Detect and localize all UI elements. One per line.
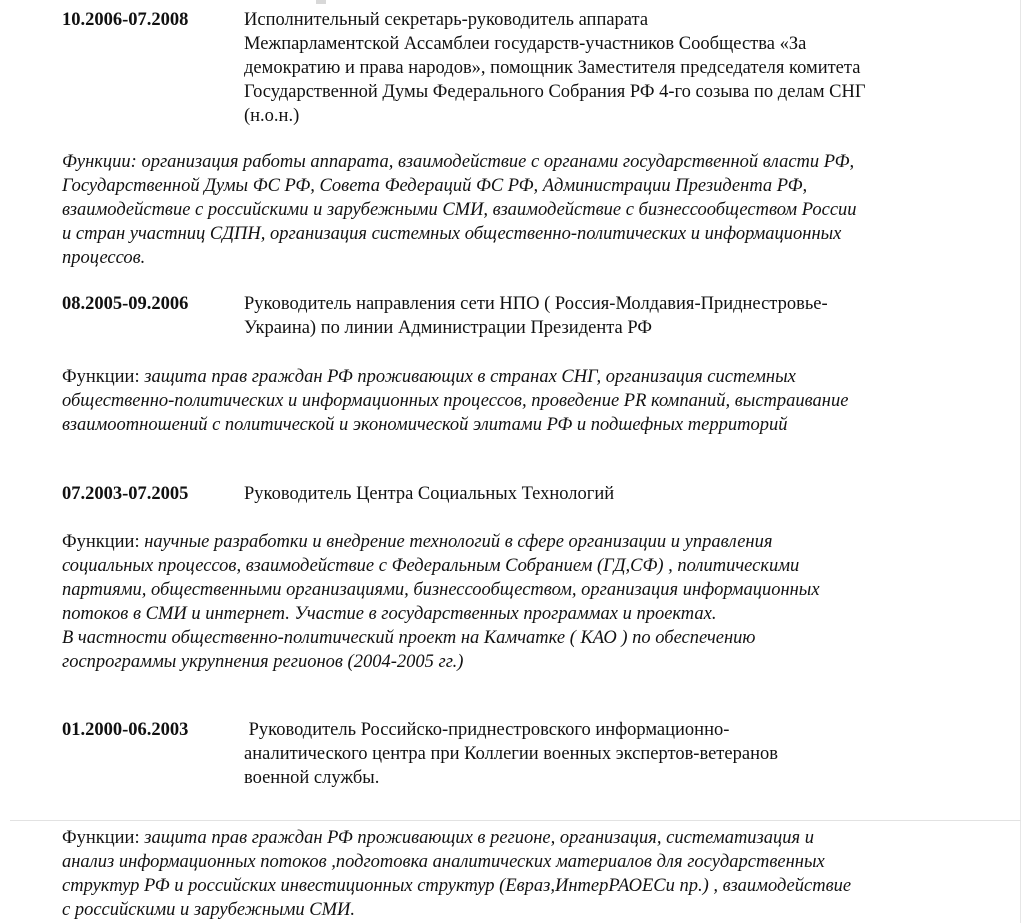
functions-line: госпрограммы укрупнения регионов (2004-2005 гг.) xyxy=(62,652,464,672)
job-title xyxy=(244,718,964,790)
functions-line: взаимодействие с российскими и зарубежными СМИ, взаимодействие с бизнессообществом России xyxy=(62,200,857,220)
functions-line: Государственной Думы ФС РФ, Совета Федераций ФС РФ, Администрации Президента РФ, xyxy=(62,176,808,196)
job-title-line: Государственной Думы Федерального Собрания РФ 4-го созыва по делам СНГ xyxy=(244,82,866,102)
functions-line: социальных процессов, взаимодействие с Федеральным Собранием (ГД,СФ) , политическими xyxy=(62,556,800,576)
functions-line: Функции: организация работы аппарата, взаимодействие с органами государственной власти РФ, xyxy=(62,152,855,172)
functions-line: В частности общественно-политический проект на Камчатке ( КАО ) по обеспечению xyxy=(62,628,756,648)
job-functions-4 xyxy=(62,826,962,922)
job-title-line: Руководитель Центра Социальных Технологий xyxy=(244,484,615,504)
job-functions-1 xyxy=(62,150,962,270)
job-title-line: Межпарламентской Ассамблеи государств-участников Сообщества «За xyxy=(244,34,807,54)
job-title-line: Руководитель Российско-приднестровского информационно- xyxy=(244,720,730,740)
job-title-line: демократию и права народов», помощник Заместителя председателя комитета xyxy=(244,58,861,78)
job-functions-2 xyxy=(62,365,962,437)
functions-line: потоков в СМИ и интернет. Участие в государственных программах и проектах. xyxy=(62,604,717,624)
job-dates: 10.2006-07.2008 xyxy=(62,10,189,30)
job-title-line: военной службы. xyxy=(244,768,380,788)
functions-label: Функции: xyxy=(62,828,145,848)
functions-line: процессов. xyxy=(62,248,146,268)
job-title-line: Руководитель направления сети НПО ( Россия-Молдавия-Приднестровье- xyxy=(244,294,828,314)
job-title-line: Исполнительный секретарь-руководитель аппарата xyxy=(244,10,649,30)
job-dates: 01.2000-06.2003 xyxy=(62,720,189,740)
page-top-mark xyxy=(316,0,326,4)
job-title xyxy=(244,482,964,506)
functions-line xyxy=(62,826,962,850)
functions-text: защита прав граждан РФ проживающих в регионе, организация, систематизация и xyxy=(144,828,815,848)
job-dates: 07.2003-07.2005 xyxy=(62,484,189,504)
page-border-right xyxy=(1020,0,1021,923)
functions-label: Функции: xyxy=(62,367,145,387)
table-divider xyxy=(10,820,1021,821)
job-dates: 08.2005-09.2006 xyxy=(62,294,189,314)
functions-line: с российскими и зарубежными СМИ. xyxy=(62,900,356,920)
functions-line: структур РФ и российских инвестиционных структур (Евраз,ИнтерРАОЕСи пр.) , взаимодействие xyxy=(62,876,852,896)
functions-line xyxy=(62,530,962,554)
job-title xyxy=(244,292,964,340)
functions-line: общественно-политических и информационных процессов, проведение PR компаний, выстраивание xyxy=(62,391,849,411)
functions-text: защита прав граждан РФ проживающих в странах СНГ, организация системных xyxy=(144,367,796,387)
job-title-line: аналитического центра при Коллегии военных экспертов-ветеранов xyxy=(244,744,778,764)
functions-label: Функции: xyxy=(62,532,145,552)
functions-line: и стран участниц СДПН, организация системных общественно-политических и информационных xyxy=(62,224,842,244)
job-title xyxy=(244,8,964,128)
functions-line: взаимоотношений с политической и экономической элитами РФ и подшефных территорий xyxy=(62,415,788,435)
job-title-line: Украина) по линии Администрации Президента РФ xyxy=(244,318,652,338)
functions-line: анализ информационных потоков ,подготовка аналитических материалов для государственных xyxy=(62,852,825,872)
job-title-line: (н.о.н.) xyxy=(244,106,300,126)
functions-line xyxy=(62,365,962,389)
functions-text: научные разработки и внедрение технологий в сфере организации и управления xyxy=(144,532,773,552)
functions-line: партиями, общественными организациями, бизнессообществом, организация информационных xyxy=(62,580,820,600)
job-functions-3 xyxy=(62,530,962,674)
